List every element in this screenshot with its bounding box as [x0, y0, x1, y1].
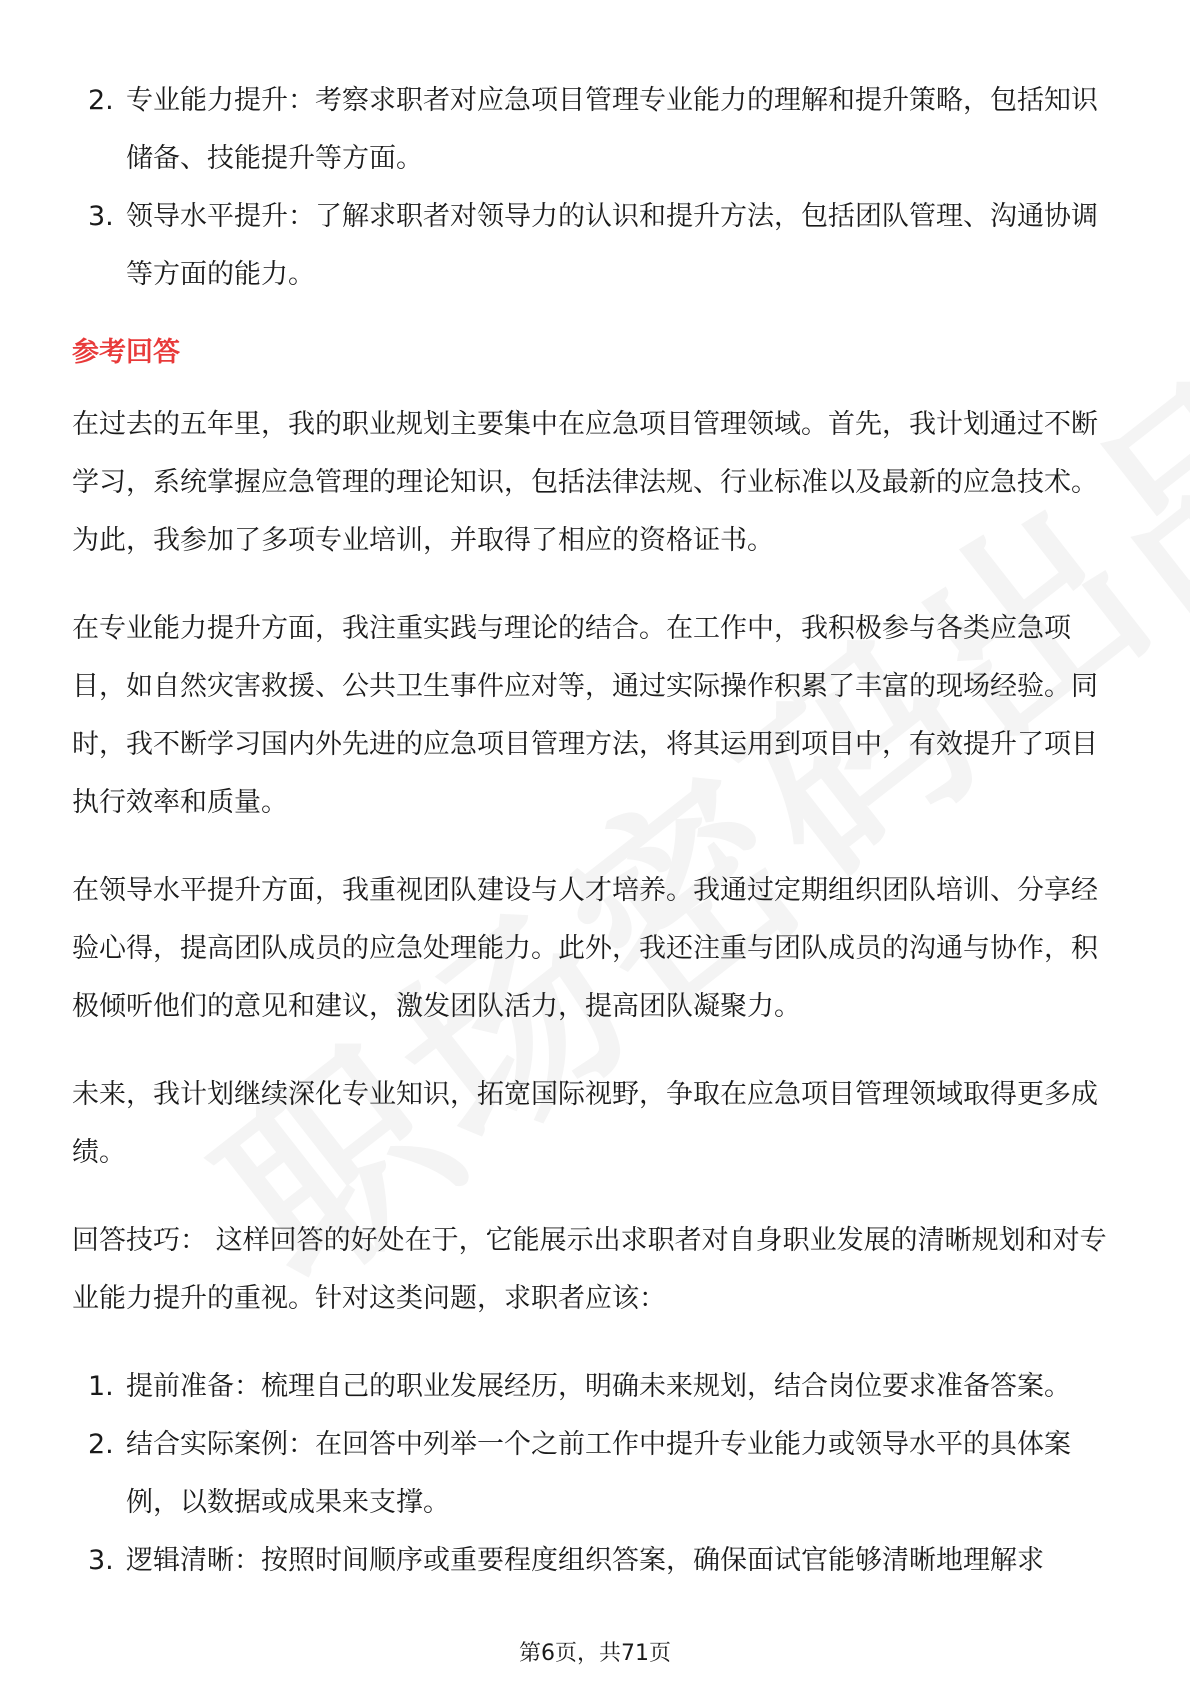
- list-item: 2. 专业能力提升：考察求职者对应急项目管理专业能力的理解和提升策略，包括知识储备、技能提升等方面。: [88, 85, 1098, 174]
- list-item: 3. 逻辑清晰：按照时间顺序或重要程度组织答案，确保面试官能够清晰地理解求: [88, 1545, 1044, 1576]
- tips-list: [72, 1358, 1122, 1590]
- list-item: 3. 领导水平提升：了解求职者对领导力的认识和提升方法，包括团队管理、沟通协调等方面的能力。: [88, 201, 1098, 290]
- paragraph: 未来，我计划继续深化专业知识，拓宽国际视野，争取在应急项目管理领域取得更多成绩。: [72, 1079, 1098, 1168]
- tips-intro: 回答技巧： 这样回答的好处在于，它能展示出求职者对自身职业发展的清晰规划和对专业能力提升的重视。针对这类问题，求职者应该：: [72, 1225, 1107, 1314]
- section-heading: 参考回答: [72, 337, 180, 368]
- document-body: [72, 72, 1122, 1590]
- page-footer: 第6页，共71页: [519, 1641, 671, 1666]
- paragraph: 在专业能力提升方面，我注重实践与理论的结合。在工作中，我积极参与各类应急项目，如自然灾害救援、公共卫生事件应对等，通过实际操作积累了丰富的现场经验。同时，我不断学习国内外先进的应急项目管理方法，将其运用到项目中，有效提升了项目执行效率和质量。: [72, 613, 1098, 818]
- top-list: [72, 72, 1122, 304]
- paragraph: 在过去的五年里，我的职业规划主要集中在应急项目管理领域。首先，我计划通过不断学习，系统掌握应急管理的理论知识，包括法律法规、行业标准以及最新的应急技术。为此，我参加了多项专业培训，并取得了相应的资格证书。: [72, 409, 1098, 556]
- list-item: 1. 提前准备：梳理自己的职业发展经历，明确未来规划，结合岗位要求准备答案。: [88, 1371, 1071, 1402]
- list-item: 2. 结合实际案例：在回答中列举一个之前工作中提升专业能力或领导水平的具体案例，以数据或成果来支撑。: [88, 1429, 1071, 1518]
- paragraph: 在领导水平提升方面，我重视团队建设与人才培养。我通过定期组织团队培训、分享经验心得，提高团队成员的应急处理能力。此外，我还注重与团队成员的沟通与协作，积极倾听他们的意见和建议，激发团队活力，提高团队凝聚力。: [72, 875, 1098, 1022]
